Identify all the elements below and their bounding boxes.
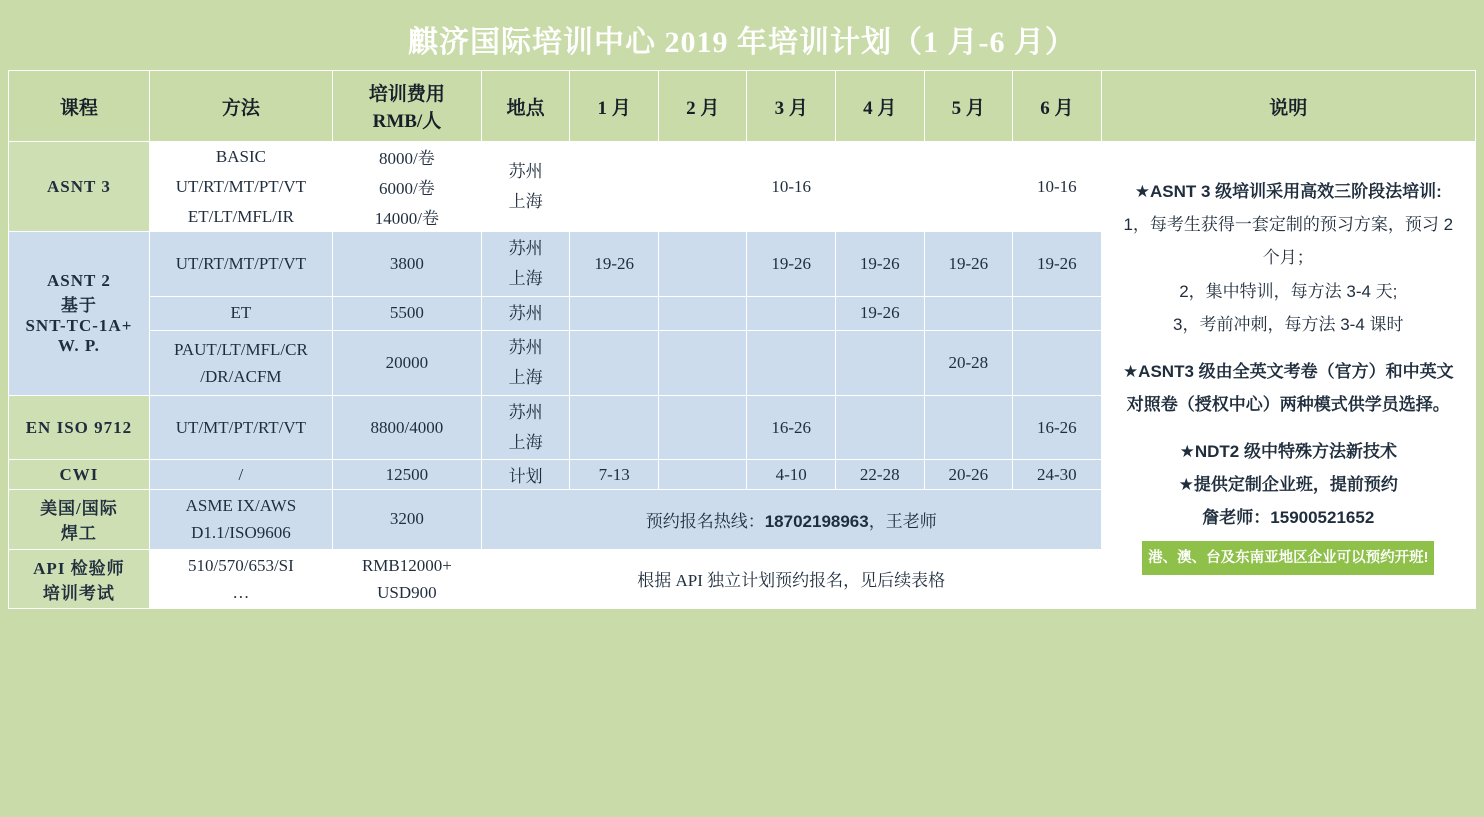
header-fee-line1: 培训费用: [368, 84, 445, 105]
course-welder-line1: 美国/国际: [40, 499, 118, 519]
fee-asnt3-2: 6000/卷: [332, 172, 481, 202]
header-fee-line2: RMB/人: [372, 111, 442, 132]
schedule-cwi-m1: 7-13: [570, 460, 659, 490]
fee-asnt3-1: 8000/卷: [332, 142, 481, 172]
place-en-iso-9712: [481, 395, 570, 460]
schedule-asnt2-1-m1: 19-26: [570, 232, 659, 297]
notes-cell: [1101, 142, 1475, 609]
header-method: 方法: [149, 71, 332, 142]
place-line1: 苏州: [508, 402, 543, 422]
schedule-asnt2-1-m4: 19-26: [836, 232, 925, 297]
table-header-row: [9, 71, 1476, 142]
course-welder-line2: 焊工: [60, 524, 97, 544]
fee-line1: RMB12000+: [361, 555, 452, 575]
schedule-asnt3-m5: [924, 142, 1013, 232]
schedule-asnt2-1-m3: 19-26: [747, 232, 836, 297]
header-month-1: 1 月: [570, 71, 659, 142]
place-asnt2-2: [481, 296, 570, 331]
fee-asnt3-3: 14000/卷: [332, 202, 481, 232]
table-row: [9, 142, 1476, 172]
place-asnt2-3: [481, 331, 570, 396]
header-month-2: 2 月: [658, 71, 747, 142]
header-month-4: 4 月: [836, 71, 925, 142]
page-title-text: 麒济国际培训中心 2019 年培训计划（1 月-6 月）: [408, 26, 1076, 59]
api-note: 根据 API 独立计划预约报名，见后续表格: [481, 549, 1101, 608]
method-welder: [149, 490, 332, 549]
note-asnt3-heading: ★ASNT 3 级培训采用高效三阶段法培训:: [1134, 182, 1442, 202]
course-api: [9, 549, 150, 608]
schedule-asnt2-3-m6: [1013, 331, 1102, 396]
fee-asnt2-2: 5500: [332, 296, 481, 331]
schedule-cwi-m5: 20-26: [924, 460, 1013, 490]
schedule-en-iso-m5: [924, 395, 1013, 460]
method-line2: D1.1/ISO9606: [191, 523, 291, 543]
fee-welder: 3200: [332, 490, 481, 549]
note-exam-mode-line1: ★ASNT3 级由全英文考卷（官方）和中英文: [1122, 361, 1454, 381]
place-line2: 上海: [508, 368, 543, 387]
place-line1: 苏州: [508, 303, 543, 323]
schedule-asnt2-1-m6: 19-26: [1013, 232, 1102, 297]
method-asnt2-3: [149, 331, 332, 396]
place-asnt3: [481, 142, 570, 232]
place-line1: 苏州: [508, 161, 543, 181]
place-cwi: 计划: [481, 460, 570, 490]
course-api-line2: 培训考试: [42, 583, 115, 603]
course-welder: [9, 490, 150, 549]
method-asnt3-2: UT/RT/MT/PT/VT: [149, 172, 332, 202]
schedule-asnt2-2-m2: [658, 296, 747, 331]
place-line2: 上海: [508, 191, 543, 211]
method-cwi: /: [149, 460, 332, 490]
header-month-6: 6 月: [1013, 71, 1102, 142]
header-note: 说明: [1101, 71, 1475, 142]
note-custom-class: ★提供定制企业班，提前预约: [1178, 475, 1398, 495]
fee-en-iso-9712: 8800/4000: [332, 395, 481, 460]
note-highlight-banner: 港、澳、台及东南亚地区企业可以预约开班!: [1142, 541, 1434, 575]
header-course: 课程: [9, 71, 150, 142]
note-asnt3-item1-line1: 1，每考生获得一套定制的预习方案，预习 2: [1123, 215, 1454, 235]
method-api: [149, 549, 332, 608]
training-plan-table: [8, 70, 1476, 609]
place-line1: 苏州: [508, 239, 543, 258]
method-line2: …: [232, 582, 250, 602]
course-en-iso-9712: EN ISO 9712: [9, 395, 150, 460]
place-asnt2-1: [481, 232, 570, 297]
course-asnt2: [9, 232, 150, 396]
hotline-suffix: ，王老师: [868, 511, 937, 531]
schedule-cwi-m3: 4-10: [747, 460, 836, 490]
note-ndt2: ★NDT2 级中特殊方法新技术: [1179, 442, 1397, 462]
note-spacer-1: [1105, 341, 1472, 355]
course-api-line1: API 检验师: [33, 558, 125, 578]
schedule-cwi-m6: 24-30: [1013, 460, 1102, 490]
schedule-en-iso-m1: [570, 395, 659, 460]
method-line1: ASME IX/AWS: [185, 496, 297, 516]
fee-cwi: 12500: [332, 460, 481, 490]
schedule-asnt2-2-m5: [924, 296, 1013, 331]
method-en-iso-9712: UT/MT/PT/RT/VT: [149, 395, 332, 460]
schedule-asnt2-2-m3: [747, 296, 836, 331]
method-line1: 510/570/653/SI: [188, 555, 294, 575]
schedule-en-iso-m3: 16-26: [747, 395, 836, 460]
note-asnt3-item2: 2，集中特训，每方法 3-4 天;: [1179, 281, 1398, 301]
place-line1: 苏州: [508, 338, 543, 358]
schedule-asnt2-3-m2: [658, 331, 747, 396]
schedule-en-iso-m2: [658, 395, 747, 460]
course-asnt2-line3: SNT-TC-1A+: [25, 315, 133, 335]
header-place: 地点: [481, 71, 570, 142]
method-asnt3-1: BASIC: [149, 142, 332, 172]
schedule-asnt2-2-m1: [570, 296, 659, 331]
method-asnt3-3: ET/LT/MFL/IR: [149, 202, 332, 232]
schedule-asnt2-3-m5: 20-28: [924, 331, 1013, 396]
hotline-banner: [481, 490, 1101, 549]
schedule-asnt2-2-m4: 19-26: [836, 296, 925, 331]
schedule-cwi-m2: [658, 460, 747, 490]
schedule-asnt2-1-m5: 19-26: [924, 232, 1013, 297]
course-cwi: CWI: [9, 460, 150, 490]
method-asnt2-1: UT/RT/MT/PT/VT: [149, 232, 332, 297]
schedule-asnt3-m3: 10-16: [747, 142, 836, 232]
page-title: [8, 8, 1476, 70]
schedule-asnt2-3-m3: [747, 331, 836, 396]
course-asnt3: ASNT 3: [9, 142, 150, 232]
header-fee: [332, 71, 481, 142]
method-line2: /DR/ACFM: [200, 367, 282, 386]
note-asnt3-item3: 3，考前冲刺，每方法 3-4 课时: [1173, 314, 1404, 334]
schedule-en-iso-m4: [836, 395, 925, 460]
hotline-prefix: 预约报名热线：: [645, 511, 765, 531]
header-month-5: 5 月: [924, 71, 1013, 142]
schedule-asnt2-3-m4: [836, 331, 925, 396]
fee-api: [332, 549, 481, 608]
schedule-asnt2-3-m1: [570, 331, 659, 396]
place-line2: 上海: [508, 432, 543, 452]
course-asnt2-line4: W. P.: [57, 335, 100, 355]
place-line2: 上海: [508, 268, 543, 288]
note-contact: 詹老师：15900521652: [1202, 508, 1375, 528]
method-asnt2-2: ET: [149, 296, 332, 331]
fee-asnt2-3: 20000: [332, 331, 481, 396]
schedule-asnt3-m6: 10-16: [1013, 142, 1102, 232]
schedule-asnt2-2-m6: [1013, 296, 1102, 331]
schedule-asnt3-m4: [836, 142, 925, 232]
schedule-en-iso-m6: 16-26: [1013, 395, 1102, 460]
hotline-number: 18702198963: [764, 511, 869, 531]
note-spacer-2: [1105, 421, 1472, 435]
course-asnt2-line1: ASNT 2: [47, 270, 111, 290]
method-line1: PAUT/LT/MFL/CR: [173, 339, 308, 359]
schedule-asnt2-1-m2: [658, 232, 747, 297]
note-exam-mode-line2: 对照卷（授权中心）两种模式供学员选择。: [1126, 395, 1450, 414]
fee-asnt2-1: 3800: [332, 232, 481, 297]
header-month-3: 3 月: [747, 71, 836, 142]
schedule-cwi-m4: 22-28: [836, 460, 925, 490]
note-asnt3-item1-line2: 个月；: [1262, 248, 1314, 268]
fee-line2: USD900: [377, 582, 437, 602]
schedule-asnt3-m2: [658, 142, 747, 232]
schedule-asnt3-m1: [570, 142, 659, 232]
course-asnt2-line2: 基于: [60, 295, 97, 315]
